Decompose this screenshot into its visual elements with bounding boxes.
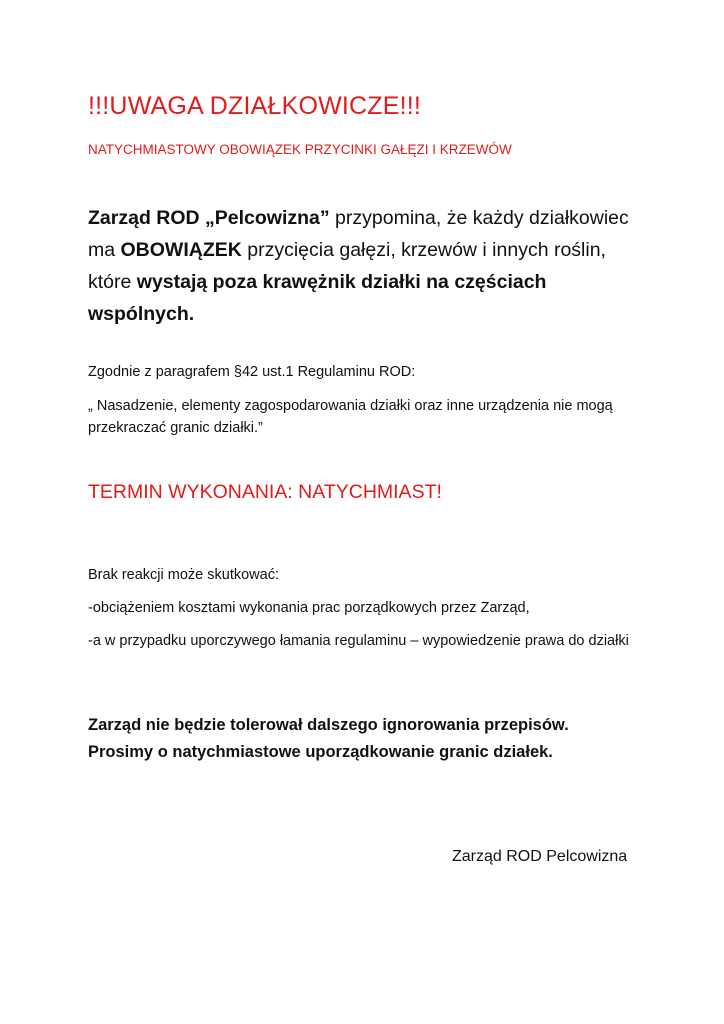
notice-title: !!!UWAGA DZIAŁKOWICZE!!! bbox=[88, 92, 422, 120]
consequences-heading: Brak reakcji może skutkować: bbox=[88, 567, 279, 583]
regulation-reference: Zgodnie z paragrafem §42 ust.1 Regulaminu ROD: bbox=[88, 364, 416, 380]
closing-line-2: Prosimy o natychmiastowe uporządkowanie granic działek. bbox=[88, 743, 553, 761]
intro-text-2: przycięcia gałęzi, krzewów i innych roślin, które bbox=[88, 239, 606, 293]
intro-paragraph bbox=[88, 202, 648, 330]
notice-subtitle: NATYCHMIASTOWY OBOWIĄZEK PRZYCINKI GAŁĘZI I KRZEWÓW bbox=[88, 142, 512, 157]
closing-line-1: Zarząd nie będzie tolerował dalszego ignorowania przepisów. bbox=[88, 716, 569, 734]
deadline-heading: TERMIN WYKONANIA: NATYCHMIAST! bbox=[88, 481, 442, 503]
regulation-quote: „ Nasadzenie, elementy zagospodarowania działki oraz inne urządzenia nie mogą przekraczać granic działki.” bbox=[88, 398, 613, 436]
intro-obligation: OBOWIĄZEK bbox=[120, 239, 242, 261]
closing-statement bbox=[88, 712, 668, 766]
consequence-item: -a w przypadku uporczywego łamania regulaminu – wypowiedzenie prawa do działki bbox=[88, 633, 629, 649]
signature: Zarząd ROD Pelcowizna bbox=[452, 848, 628, 865]
intro-emphasis: wystają poza krawężnik działki na częściach wspólnych. bbox=[88, 271, 547, 325]
intro-board-name: Zarząd ROD „Pelcowizna” bbox=[88, 207, 330, 229]
intro-text-1: przypomina, że każdy działkowiec ma bbox=[88, 207, 629, 261]
consequence-item: -obciążeniem kosztami wykonania prac porządkowych przez Zarząd, bbox=[88, 600, 530, 616]
